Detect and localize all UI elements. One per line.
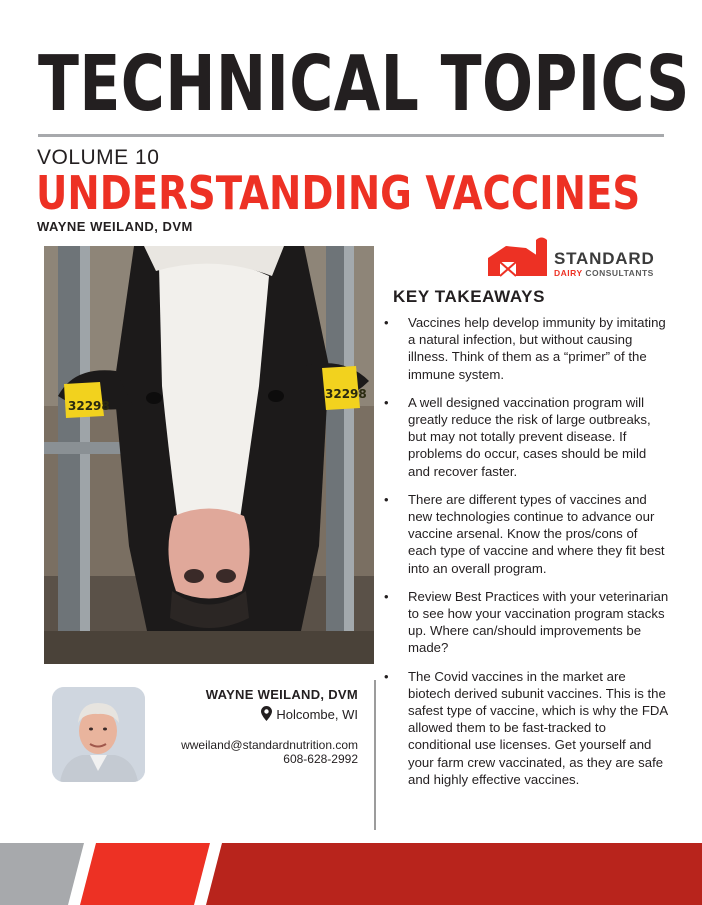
- takeaway-item: • A well designed vaccination program will greatly reduce the risk of large outbreaks, but may not totally prevent disease. If problems do occur, cases should be mild and recover faster.: [384, 394, 669, 480]
- map-pin-icon: [261, 706, 272, 721]
- takeaway-item: • The Covid vaccines in the market are biotech derived subunit vaccines. This is the safest type of vaccine, which is why the FDA allowed them to be fast-tracked to conditional use licenses. Get yourself and your farm crew vaccinated, as they are safe and highly effective vaccines.: [384, 668, 669, 788]
- cow-photo: [44, 246, 374, 664]
- logo-subtitle-consultants: CONSULTANTS: [585, 268, 654, 278]
- takeaway-item: • There are different types of vaccines and new technologies continue to advance our vaccine arsenal. Know the pros/cons of each type of vaccine and where they fit best into an overall program.: [384, 491, 669, 577]
- key-takeaways-list: [384, 314, 669, 799]
- column-divider: [374, 680, 376, 830]
- ear-tag-left-label: 32298: [68, 399, 110, 413]
- takeaway-item: • Review Best Practices with your veterinarian to see how your vaccination program stacks up. Where can/should improvements be made?: [384, 588, 669, 657]
- logo-subtitle-dairy: DAIRY: [554, 268, 583, 278]
- article-title: UNDERSTANDING VACCINES: [36, 166, 641, 220]
- ear-tag-right-label: 32298: [325, 387, 367, 401]
- volume-label: VOLUME 10: [37, 146, 160, 169]
- key-takeaways-heading: KEY TAKEAWAYS: [393, 287, 546, 306]
- author-location-text: Holcombe, WI: [276, 707, 358, 722]
- takeaway-item: • Vaccines help develop immunity by imitating a natural infection, but without causing illness. Think of them as a “primer” of the immune system.: [384, 314, 669, 383]
- author-name: WAYNE WEILAND, DVM: [205, 687, 358, 702]
- page-title: TECHNICAL TOPICS: [38, 40, 690, 129]
- author-email[interactable]: wweiland@standardnutrition.com: [181, 738, 358, 752]
- byline: WAYNE WEILAND, DVM: [37, 219, 193, 234]
- title-divider: [38, 134, 664, 137]
- author-phone: 608-628-2992: [283, 752, 358, 766]
- author-photo: [52, 687, 145, 782]
- logo-subtitle: [554, 268, 654, 278]
- logo-name: STANDARD: [554, 249, 655, 268]
- author-location: [261, 706, 358, 722]
- footer-band: [0, 843, 702, 905]
